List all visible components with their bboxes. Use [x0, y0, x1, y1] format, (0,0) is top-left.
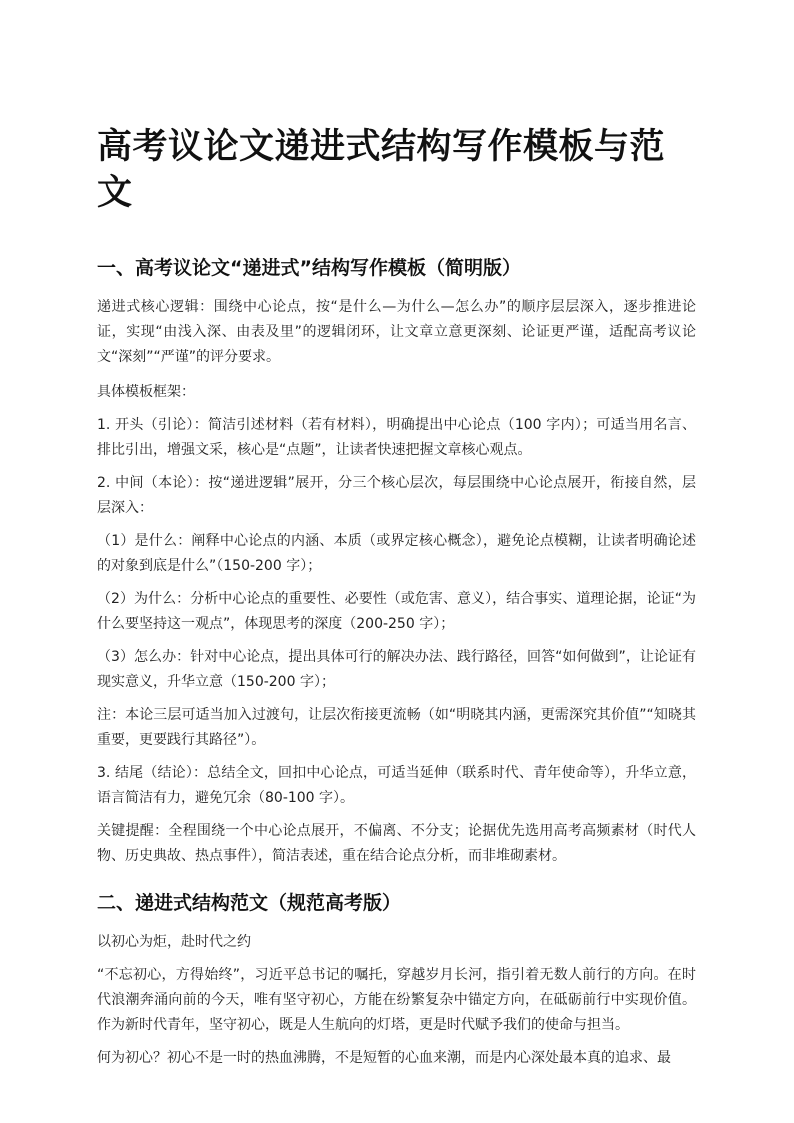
section-1-paragraph-6: （2）为什么：分析中心论点的重要性、必要性（或危害、意义），结合事实、道理论据，论证“为什么要坚持这一观点”，体现思考的深度（200-250 字）； [97, 591, 696, 632]
section-2-paragraph-1: “不忘初心，方得始终”，习近平总书记的嘱托，穿越岁月长河，指引着无数人前行的方向。在时代浪潮奔涌向前的今天，唯有坚守初心，方能在纷繁复杂中锚定方向，在砥砺前行中实现价值。作为新时代青年，坚守初心，既是人生航向的灯塔，更是时代赋予我们的使命与担当。 [97, 967, 696, 1033]
section-1-paragraph-1: 递进式核心逻辑：围绕中心论点，按“是什么—为什么—怎么办”的顺序层层深入，逐步推进论证，实现“由浅入深、由表及里”的逻辑闭环，让文章立意更深刻、论证更严谨，适配高考议论文“深刻”“严谨”的评分要求。 [97, 299, 696, 365]
section-1-heading: 一、高考议论文“递进式”结构写作模板（简明版） [97, 257, 521, 279]
section-1-paragraph-7: （3）怎么办：针对中心论点，提出具体可行的解决办法、践行路径，回答“如何做到”，让论证有现实意义，升华立意（150-200 字）； [97, 649, 696, 690]
section-1-paragraph-8: 注：本论三层可适当加入过渡句，让层次衔接更流畅（如“明晓其内涵，更需深究其价值”“知晓其重要，更要践行其路径”）。 [97, 707, 696, 748]
section-1-paragraph-10: 关键提醒：全程围绕一个中心论点展开，不偏离、不分支；论据优先选用高考高频素材（时代人物、历史典故、热点事件），简洁表述，重在结合论点分析，而非堆砌素材。 [97, 823, 696, 864]
section-1-paragraph-2: 具体模板框架： [97, 384, 195, 400]
section-2-paragraph-2: 何为初心？初心不是一时的热血沸腾，不是短暂的心血来潮，而是内心深处最本真的追求、最 [97, 1050, 671, 1066]
section-1-paragraph-9: 3. 结尾（结论）：总结全文，回扣中心论点，可适当延伸（联系时代、青年使命等），升华立意，语言简洁有力，避免冗余（80-100 字）。 [97, 765, 696, 806]
section-1-paragraph-5: （1）是什么：阐释中心论点的内涵、本质（或界定核心概念），避免论点模糊，让读者明确论述的对象到底是什么”（150-200 字）； [97, 533, 696, 574]
section-1-paragraph-4: 2. 中间（本论）：按“递进逻辑”展开，分三个核心层次，每层围绕中心论点展开，衔接自然，层层深入： [97, 475, 696, 516]
document-title: 高考议论文递进式结构写作模板与范文 [97, 127, 666, 213]
essay-title: 以初心为炬，赴时代之约 [97, 934, 251, 950]
section-2-heading: 二、递进式结构范文（规范高考版） [97, 892, 402, 914]
section-1-paragraph-3: 1. 开头（引论）：简洁引述材料（若有材料），明确提出中心论点（100 字内）；可适当用名言、排比引出，增强文采，核心是“点题”，让读者快速把握文章核心观点。 [97, 417, 696, 458]
